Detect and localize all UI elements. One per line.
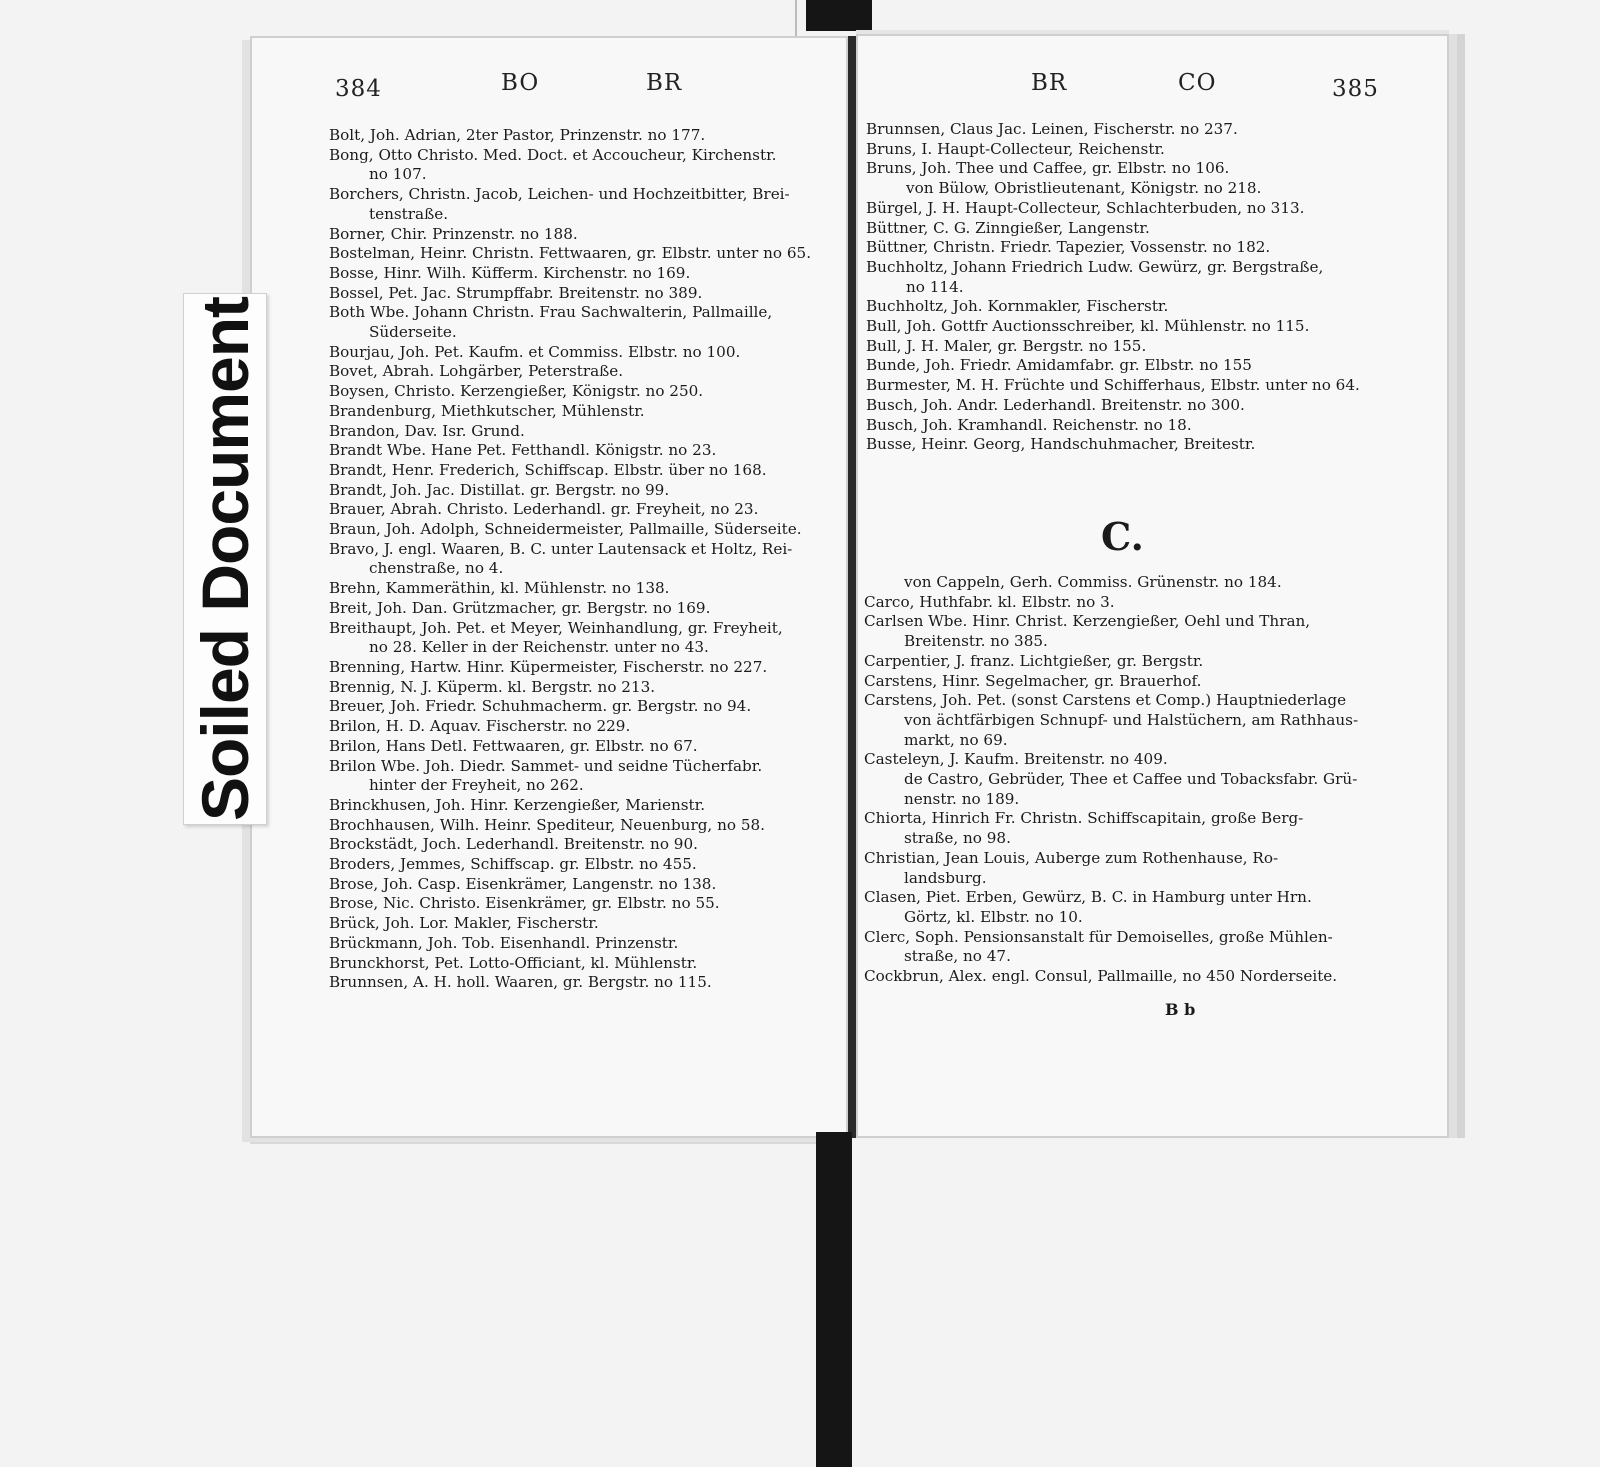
directory-entry-line: Christian, Jean Louis, Auberge zum Rothenhause, Ro- — [864, 848, 1279, 867]
directory-entry-line: Broders, Jemmes, Schiffscap. gr. Elbstr. no 455. — [329, 855, 697, 874]
directory-entry-line: Borner, Chir. Prinzenstr. no 188. — [329, 224, 578, 243]
directory-entry-line: Clerc, Soph. Pensionsanstalt für Demoiselles, große Mühlen- — [864, 927, 1333, 946]
directory-entry-line: Bolt, Joh. Adrian, 2ter Pastor, Prinzenstr. no 177. — [329, 126, 706, 144]
directory-entry-line: Brandt, Joh. Jac. Distillat. gr. Bergstr. no 99. — [329, 480, 670, 499]
directory-entry-line: no 107. — [369, 165, 427, 184]
directory-entry-line: Brehn, Kammeräthin, kl. Mühlenstr. no 138. — [329, 579, 670, 598]
directory-entry-line: von Cappeln, Gerh. Commiss. Grünenstr. no 184. — [904, 573, 1282, 591]
directory-entry-line: Both Wbe. Johann Christn. Frau Sachwalterin, Pallmaille, — [329, 303, 773, 322]
directory-entry-line: Bostelman, Heinr. Christn. Fettwaaren, gr. Elbstr. unter no 65. — [329, 244, 812, 263]
directory-entry-line: Cockbrun, Alex. engl. Consul, Pallmaille, no 450 Norderseite. — [864, 967, 1338, 986]
directory-entry-line: chenstraße, no 4. — [369, 559, 504, 578]
directory-entry-line: Carco, Huthfabr. kl. Elbstr. no 3. — [864, 592, 1115, 611]
directory-entry-line: Braun, Joh. Adolph, Schneidermeister, Pallmaille, Süderseite. — [329, 520, 802, 539]
directory-entry-line: markt, no 69. — [904, 730, 1008, 749]
right-page-number: 385 — [1332, 76, 1379, 102]
directory-entry-line: Süderseite. — [369, 323, 457, 342]
directory-entry-line: Carlsen Wbe. Hinr. Christ. Kerzengießer, Oehl und Thran, — [864, 612, 1311, 631]
directory-entry-line: tenstraße. — [369, 204, 449, 223]
directory-entry-line: von Bülow, Obristlieutenant, Königstr. no 218. — [906, 179, 1262, 198]
directory-entry-line: Brauer, Abrah. Christo. Lederhandl. gr. Freyheit, no 23. — [329, 500, 759, 519]
left-entry-list — [329, 126, 811, 993]
soiled-document-label — [183, 293, 267, 825]
left-header-end: BR — [646, 70, 683, 96]
right-entry-list-br — [866, 120, 1360, 455]
directory-entry-line: nenstr. no 189. — [904, 789, 1020, 808]
directory-entry-line: Casteleyn, J. Kaufm. Breitenstr. no 409. — [864, 750, 1168, 769]
directory-entry-line: Carpentier, J. franz. Lichtgießer, gr. Bergstr. — [864, 651, 1204, 670]
directory-entry-line: Bull, Joh. Gottfr Auctionsschreiber, kl. Mühlenstr. no 115. — [866, 317, 1310, 336]
directory-entry-line: Brilon, Hans Detl. Fettwaaren, gr. Elbstr. no 67. — [329, 736, 698, 755]
directory-entry-line: Bruns, Joh. Thee und Caffee, gr. Elbstr. no 106. — [866, 159, 1230, 178]
directory-entry-line: Brandenburg, Miethkutscher, Mühlenstr. — [329, 401, 645, 420]
directory-entry-line: Brockstädt, Joch. Lederhandl. Breitenstr. no 90. — [329, 835, 698, 854]
directory-entry-line: Breuer, Joh. Friedr. Schuhmacherm. gr. Bergstr. no 94. — [329, 697, 752, 716]
directory-entry-line: Bong, Otto Christo. Med. Doct. et Accoucheur, Kirchenstr. — [329, 145, 777, 164]
directory-entry-line: landsburg. — [904, 868, 987, 887]
directory-entry-line: Brückmann, Joh. Tob. Eisenhandl. Prinzenstr. — [329, 933, 679, 952]
directory-entry-line: Breithaupt, Joh. Pet. et Meyer, Weinhandlung, gr. Freyheit, — [329, 618, 783, 637]
directory-entry-line: no 114. — [906, 277, 964, 296]
directory-entry-line: Breitenstr. no 385. — [904, 632, 1048, 651]
directory-entry-line: Brunnsen, Claus Jac. Leinen, Fischerstr. no 237. — [866, 120, 1238, 138]
section-letter-c: C. — [1101, 514, 1144, 559]
directory-entry-line: Carstens, Hinr. Segelmacher, gr. Brauerhof. — [864, 671, 1202, 690]
directory-entry-line: Brilon Wbe. Joh. Diedr. Sammet- und seidne Tücherfabr. — [329, 756, 763, 775]
right-header-start: BR — [1031, 70, 1068, 96]
directory-entry-line: Brinckhusen, Joh. Hinr. Kerzengießer, Marienstr. — [329, 795, 706, 814]
directory-entry-line: Bürgel, J. H. Haupt-Collecteur, Schlachterbuden, no 313. — [866, 198, 1305, 217]
directory-entry-line: Boysen, Christo. Kerzengießer, Königstr. no 250. — [329, 382, 704, 401]
directory-entry-line: Brunnsen, A. H. holl. Waaren, gr. Bergstr. no 115. — [329, 973, 712, 992]
binding-strip-bottom — [816, 1132, 852, 1467]
binding-strip-top — [806, 0, 872, 31]
directory-entry-line: Bruns, I. Haupt-Collecteur, Reichenstr. — [866, 139, 1165, 158]
directory-entry-line: Brunckhorst, Pet. Lotto-Officiant, kl. Mühlenstr. — [329, 953, 698, 972]
directory-entry-line: straße, no 98. — [904, 829, 1011, 848]
directory-entry-line: de Castro, Gebrüder, Thee et Caffee und Tobacksfabr. Grü- — [904, 770, 1358, 789]
directory-entry-line: von ächtfärbigen Schnupf- und Halstüchern, am Rathhaus- — [904, 710, 1359, 729]
directory-entry-line: Görtz, kl. Elbstr. no 10. — [904, 907, 1083, 926]
signature-mark: B b — [1165, 1000, 1196, 1019]
directory-entry-line: Brandt, Henr. Frederich, Schiffscap. Elbstr. über no 168. — [329, 460, 767, 479]
directory-entry-line: Brandon, Dav. Isr. Grund. — [329, 421, 525, 440]
directory-entry-line: Bunde, Joh. Friedr. Amidamfabr. gr. Elbstr. no 155 — [866, 356, 1252, 375]
directory-entry-line: Chiorta, Hinrich Fr. Christn. Schiffscapitain, große Berg- — [864, 809, 1304, 828]
directory-entry-line: Bourjau, Joh. Pet. Kaufm. et Commiss. Elbstr. no 100. — [329, 342, 741, 361]
directory-entry-line: Bovet, Abrah. Lohgärber, Peterstraße. — [329, 362, 624, 381]
directory-entry-line: Bossel, Pet. Jac. Strumpffabr. Breitenstr. no 389. — [329, 283, 703, 302]
directory-entry-line: Busch, Joh. Kramhandl. Reichenstr. no 18. — [866, 415, 1192, 434]
directory-entry-line: Brennig, N. J. Küperm. kl. Bergstr. no 213. — [329, 677, 656, 696]
directory-entry-line: Brück, Joh. Lor. Makler, Fischerstr. — [329, 914, 599, 933]
directory-entry-line: Brochhausen, Wilh. Heinr. Spediteur, Neuenburg, no 58. — [329, 815, 765, 834]
right-entry-list-c — [864, 573, 1358, 987]
directory-entry-line: Brenning, Hartw. Hinr. Küpermeister, Fischerstr. no 227. — [329, 657, 768, 676]
directory-entry-line: Bull, J. H. Maler, gr. Bergstr. no 155. — [866, 336, 1147, 355]
soiled-document-text: Soiled Document — [188, 296, 262, 822]
directory-entry-line: Brose, Joh. Casp. Eisenkrämer, Langenstr. no 138. — [329, 874, 717, 893]
directory-entry-line: Busse, Heinr. Georg, Handschuhmacher, Breitestr. — [866, 435, 1256, 454]
left-page-number: 384 — [335, 76, 382, 102]
directory-entry-line: Burmester, M. H. Früchte und Schifferhaus, Elbstr. unter no 64. — [866, 376, 1360, 395]
directory-entry-line: hinter der Freyheit, no 262. — [369, 776, 584, 795]
directory-entry-line: Breit, Joh. Dan. Grützmacher, gr. Bergstr. no 169. — [329, 598, 711, 617]
directory-entry-line: Buchholtz, Johann Friedrich Ludw. Gewürz, gr. Bergstraße, — [866, 257, 1324, 276]
fold-line — [795, 0, 797, 40]
directory-entry-line: Bosse, Hinr. Wilh. Küfferm. Kirchenstr. no 169. — [329, 263, 691, 282]
directory-entry-line: Clasen, Piet. Erben, Gewürz, B. C. in Hamburg unter Hrn. — [864, 888, 1312, 907]
directory-entry-line: Borchers, Christn. Jacob, Leichen- und Hochzeitbitter, Brei- — [329, 185, 790, 204]
directory-entry-line: no 28. Keller in der Reichenstr. unter no 43. — [369, 638, 709, 657]
directory-entry-line: Brilon, H. D. Aquav. Fischerstr. no 229. — [329, 717, 631, 736]
directory-entry-line: Buchholtz, Joh. Kornmakler, Fischerstr. — [866, 297, 1169, 316]
left-header-start: BO — [501, 70, 540, 96]
directory-entry-line: Bravo, J. engl. Waaren, B. C. unter Lautensack et Holtz, Rei- — [329, 539, 793, 558]
gutter — [848, 36, 856, 1138]
right-header-end: CO — [1178, 70, 1217, 96]
directory-entry-line: Busch, Joh. Andr. Lederhandl. Breitenstr. no 300. — [866, 395, 1245, 414]
directory-entry-line: straße, no 47. — [904, 947, 1011, 966]
directory-entry-line: Büttner, C. G. Zinngießer, Langenstr. — [866, 218, 1150, 237]
directory-entry-line: Carstens, Joh. Pet. (sonst Carstens et Comp.) Hauptniederlage — [864, 691, 1347, 710]
directory-entry-line: Büttner, Christn. Friedr. Tapezier, Vossenstr. no 182. — [866, 238, 1271, 257]
directory-entry-line: Brose, Nic. Christo. Eisenkrämer, gr. Elbstr. no 55. — [329, 894, 720, 913]
directory-entry-line: Brandt Wbe. Hane Pet. Fetthandl. Königstr. no 23. — [329, 441, 717, 460]
